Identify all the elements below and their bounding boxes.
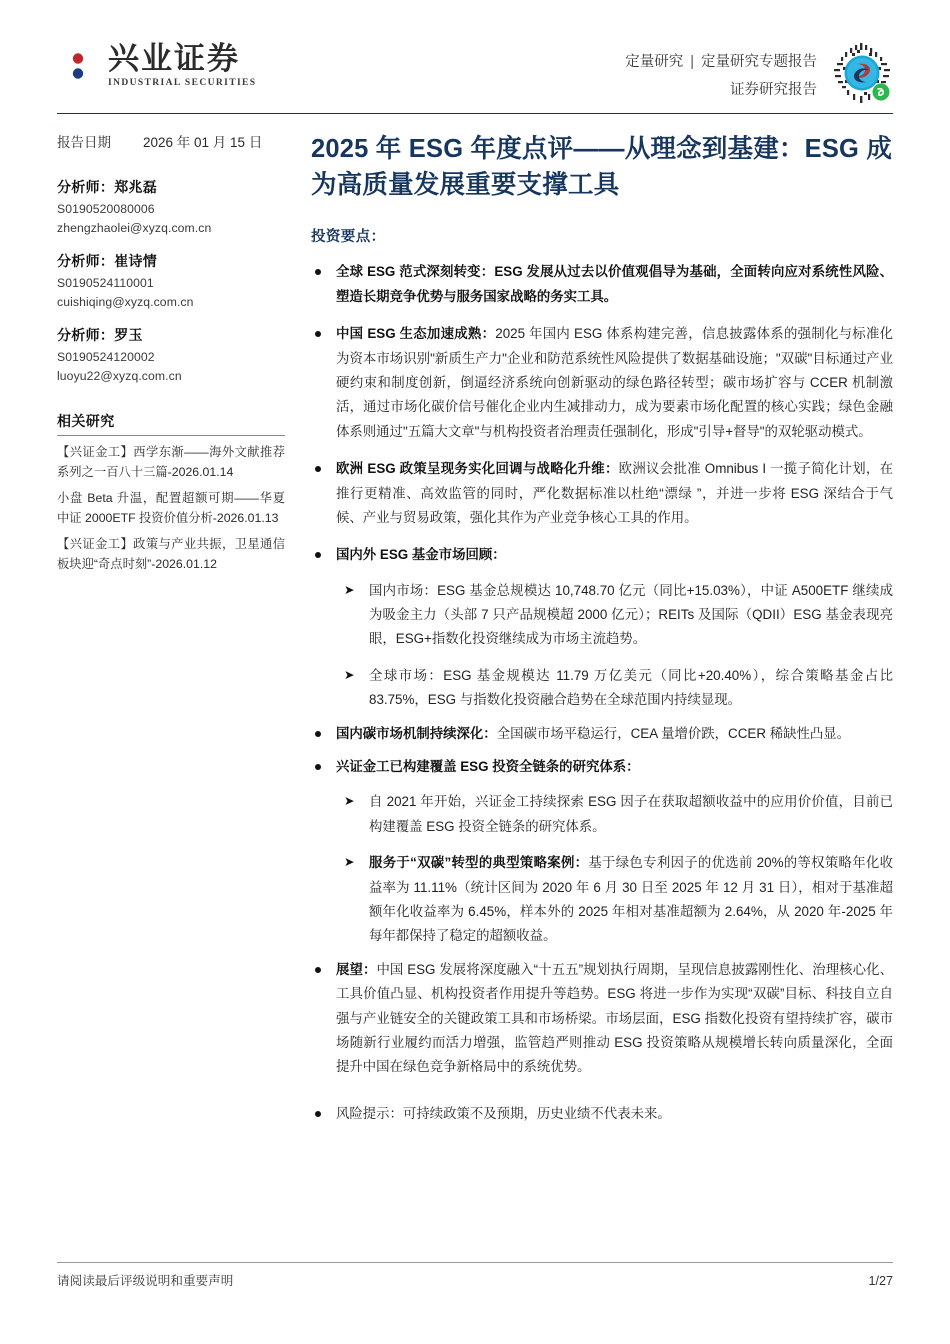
bullet-body: 欧洲议会批准 Omnibus I 一揽子简化计划，在推行更精准、高效监管的同时，严化数据标准以杜绝“漂绿 ”，并进一步将 ESG 深结合于气候、产业与贸易政策，强化其作为产业竞争核心工具的作用。 — [336, 461, 893, 525]
bullet-dot-icon — [315, 552, 321, 558]
bullet-dot-icon — [315, 764, 321, 770]
sub-bullet-item — [336, 579, 893, 652]
related-research-divider — [57, 435, 285, 436]
related-research-section — [57, 411, 285, 574]
bullet-item — [311, 543, 893, 712]
analyst-license-code: S0190520080006 — [57, 202, 155, 216]
bullet-item — [311, 322, 893, 444]
bullet-dot-icon — [315, 331, 321, 337]
analyst-license-code: S0190524110001 — [57, 275, 154, 290]
bullet-body: ESG 发展从过去以价值观倡导为基础，全面转向应对系统性风险、塑造长期竞争优势与服务国家战略的务实工具。 — [336, 264, 894, 304]
page-title: 2025 年 ESG 年度点评——从理念到基建：ESG 成为高质量发展重要支撑工具 — [311, 135, 893, 200]
sub-bullet-item — [336, 851, 893, 949]
bullet-dot-icon — [315, 269, 321, 275]
bullet-lead: 风险提示： — [336, 1105, 403, 1121]
bullet-dot-icon — [315, 1111, 321, 1117]
sub-bullet-item — [336, 664, 893, 713]
analyst-name: 分析师：郑兆磊 — [57, 179, 158, 195]
wechat-qr-code-icon[interactable] — [831, 42, 893, 104]
sub-bullet-body: ESG 基金规模达 11.79 万亿美元（同比+20.40%），综合策略基金占比 83.75%，ESG 与指数化投资融合趋势在全球范围内持续显现。 — [369, 667, 893, 708]
report-date-label: 报告日期 — [57, 135, 111, 150]
industrial-securities-logo-icon — [57, 45, 99, 87]
bullet-item — [311, 722, 893, 746]
sidebar — [57, 131, 285, 581]
bullet-body: 2025 年国内 ESG 体系构建完善，信息披露体系的强制化与标准化为资本市场识别"新质生产力"企业和防范系统性风险提供了数据基础设施；"双碳"目标通过产业硬约束和制度创新，倒逼经济系统向创新驱动的绿色路径转型；碳市场扩容与 CCER 机制激活，通过市场化碳价信号催化企业内生减排动力，成为要素市场化配置的核心实践；绿色金融体系则通过"五篇大文章"与机构投资者治理责任强制化，形成"引导+督导"的双轮驱动模式。 — [336, 326, 894, 439]
sub-bullet-list — [336, 579, 893, 713]
arrow-bullet-icon: ➤ — [344, 582, 355, 597]
bullet-lead: 兴证金工已构建覆盖 ESG 投资全链条的研究体系： — [336, 759, 640, 775]
bullet-item — [311, 1102, 893, 1126]
bullet-lead: 全球 ESG 范式深刻转变： — [336, 264, 495, 280]
bullet-body: 中国 ESG 发展将深度融入“十五五”规划执行周期，呈现信息披露刚性化、治理核心化、工具价值凸显、机构投资者作用提升等趋势。ESG 将进一步作为实现“双碳”目标、科技自立自强与产业链安全的关键政策工具和市场桥梁。市场层面，ESG 指数化投资有望持续扩容，碳市场随新行业履约而活力增强，监管趋严则推动 ESG 投资策略从规模增长转向质量深化，全面提升中国在绿色竞争新格局中的系统优势。 — [336, 961, 894, 1075]
analyst-name: 分析师：崔诗情 — [57, 252, 158, 269]
analyst-entry — [57, 177, 285, 238]
bullet-lead: 国内外 ESG 基金市场回顾： — [336, 547, 506, 563]
page-footer — [57, 1270, 893, 1289]
sub-bullet-lead: 国内市场： — [369, 582, 438, 598]
bullet-dot-icon — [315, 731, 321, 737]
report-date-value: 2026 年 01 月 15 日 — [143, 135, 263, 150]
bullet-lead: 欧洲 ESG 政策呈现务实化回调与战略化升维： — [336, 461, 619, 477]
analyst-email[interactable]: cuishiqing@xyzq.com.cn — [57, 294, 194, 309]
arrow-bullet-icon: ➤ — [344, 794, 355, 809]
analyst-email[interactable]: luoyu22@xyzq.com.cn — [57, 368, 182, 383]
header-category-line — [625, 48, 817, 76]
bullet-item — [311, 260, 893, 309]
page-header — [57, 34, 893, 113]
related-research-item[interactable]: 【兴证金工】政策与产业共振，卫星通信板块迎“奇点时刻”-2026.01.12 — [57, 537, 285, 571]
sub-bullet-lead: 全球市场： — [369, 667, 444, 683]
header-report-type: 证券研究报告 — [730, 82, 817, 99]
logo-chinese-name: 兴业证券 — [108, 41, 240, 77]
logo-english-name: INDUSTRIAL SECURITIES — [108, 78, 257, 88]
arrow-bullet-icon: ➤ — [344, 667, 355, 682]
bullet-lead: 国内碳市场机制持续深化： — [336, 725, 497, 741]
sub-bullet-body: ESG 基金总规模达 10,748.70 亿元（同比+15.03%），中证 A500ETF 继续成为吸金主力（头部 7 只产品规模超 2000 亿元）；REITs 及国际（QDII）ESG 基金表现亮眼，ESG+指数化投资继续成为市场主流趋势。 — [369, 582, 893, 647]
sub-bullet-body: 自 2021 年开始，兴证金工持续探索 ESG 因子在获取超额收益中的应用价价值，目前已构建覆盖 ESG 投资全链条的研究体系。 — [369, 794, 893, 834]
arrow-bullet-icon: ➤ — [344, 855, 355, 870]
page-number: 1/27 — [868, 1274, 893, 1288]
bullet-item — [311, 958, 893, 1080]
bullet-body: 可持续政策不及预期，历史业绩不代表未来。 — [402, 1105, 671, 1121]
sub-bullet-lead: 服务于“双碳”转型的典型策略案例： — [369, 855, 589, 871]
related-research-item[interactable]: 小盘 Beta 升温，配置超额可期——华夏中证 2000ETF 投资价值分析-2026.01.13 — [57, 491, 285, 526]
analyst-license-code: S0190524120002 — [57, 349, 155, 364]
sub-bullet-body: 基于绿色专利因子的优选前 20%的等权策略年化收益率为 11.11%（统计区间为 2020 年 6 月 30 日至 2025 年 12 月 31 日），相对于基准超额年化收益率为 6.45%，样本外的 2025 年相对基准超额为 2.64%，从 2020 年-2025 年每年都保持了稳定的超额收益。 — [369, 855, 893, 944]
report-date — [57, 131, 285, 151]
analyst-email[interactable]: zhengzhaolei@xyzq.com.cn — [57, 220, 212, 235]
sub-bullet-list — [336, 790, 893, 948]
bullet-body: 全国碳市场平稳运行，CEA 量增价跌，CCER 稀缺性凸显。 — [496, 725, 851, 741]
header-category-secondary: 定量研究专题报告 — [701, 54, 817, 70]
analyst-entry — [57, 251, 285, 312]
header-meta — [625, 42, 893, 105]
investment-points-list — [311, 260, 893, 1126]
bullet-item — [311, 457, 893, 530]
footer-divider — [57, 1262, 893, 1263]
related-research-item[interactable]: 【兴证金工】西学东渐——海外文献推荐系列之一百八十三篇-2026.01.14 — [57, 445, 285, 480]
main-content — [311, 131, 893, 1139]
related-research-title: 相关研究 — [57, 413, 115, 430]
bullet-lead: 中国 ESG 生态加速成熟： — [336, 326, 496, 342]
bullet-lead: 展望： — [336, 961, 377, 977]
company-logo — [57, 41, 257, 89]
header-report-category — [625, 42, 817, 105]
sub-bullet-item — [336, 790, 893, 839]
footer-disclaimer: 请阅读最后评级说明和重要声明 — [57, 1274, 234, 1288]
investment-points-heading: 投资要点： — [311, 229, 386, 246]
bullet-item — [311, 755, 893, 949]
analyst-entry — [57, 325, 285, 386]
header-separator: | — [690, 54, 694, 70]
header-divider — [57, 113, 893, 114]
logo-wordmark — [108, 41, 257, 89]
analyst-name: 分析师：罗玉 — [57, 326, 143, 343]
header-category-primary: 定量研究 — [625, 54, 684, 70]
bullet-dot-icon — [315, 466, 321, 472]
bullet-dot-icon — [315, 967, 321, 973]
